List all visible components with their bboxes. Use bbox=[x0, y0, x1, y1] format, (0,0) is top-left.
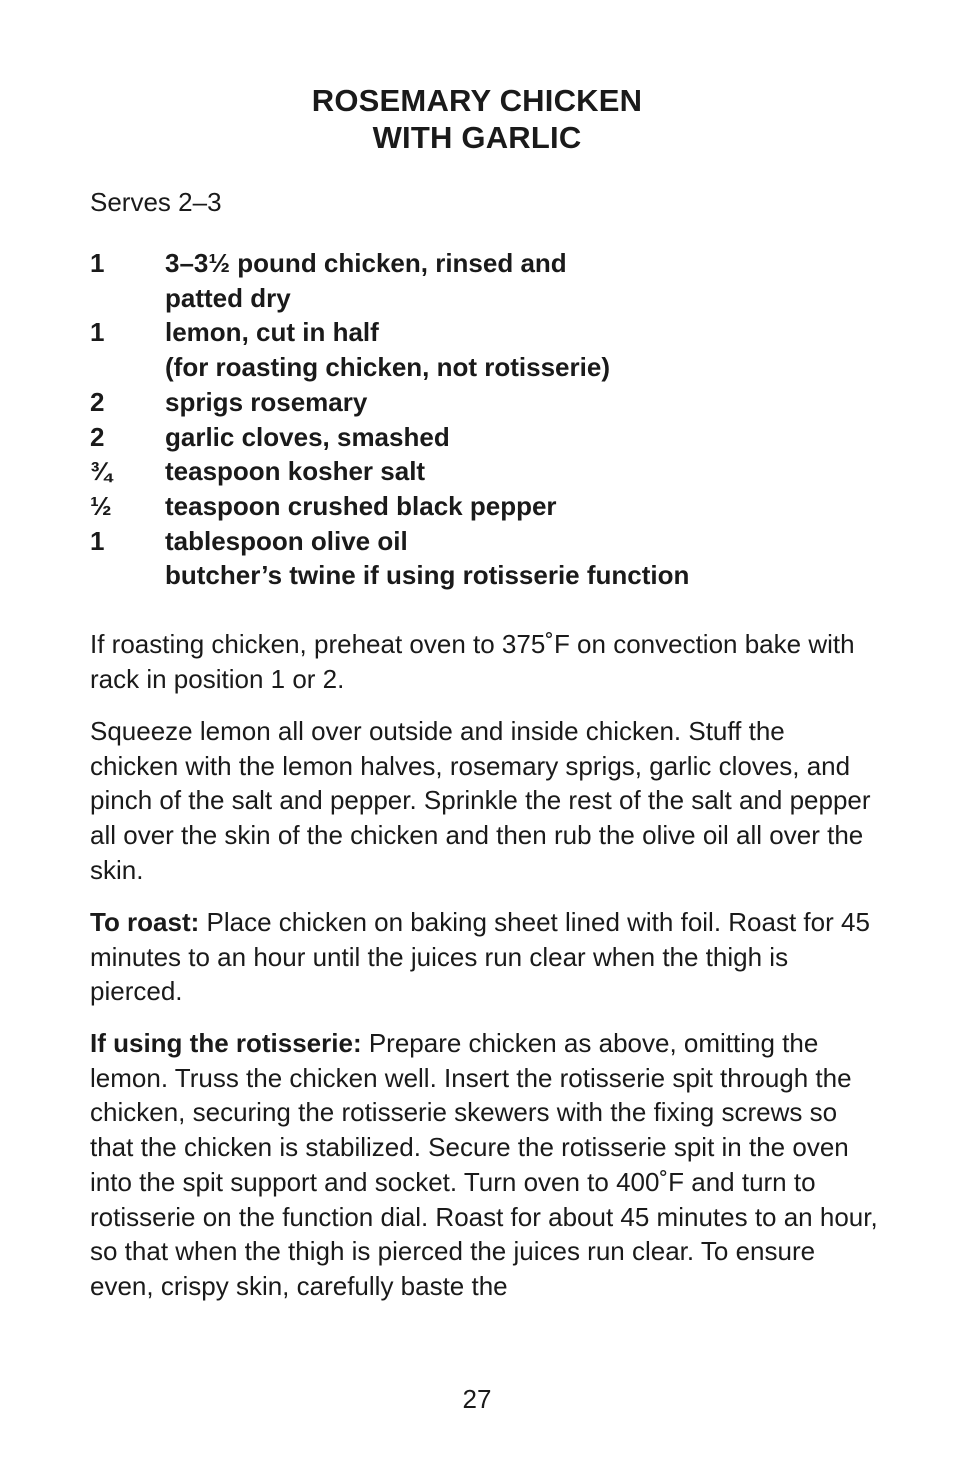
instruction-text: Prepare chicken as above, omitting the lemon. Truss the chicken well. Insert the rotisserie spit through the chicken, securing the rotisserie skewers with the fixing screws so that the chicken is stabilized. Secure the rotisserie spit in the oven into the spit support and socket. Turn oven to 400˚F and turn to rotisserie on the function dial. Roast for about 45 minutes to an hour, so that when the thigh is pierced the juices run clear. To ensure even, crispy skin, carefully baste the bbox=[90, 1028, 878, 1301]
ingredient-description bbox=[165, 420, 890, 455]
instruction-text: If roasting chicken, preheat oven to 375˚F on convection bake with rack in position 1 or 2. bbox=[90, 629, 855, 694]
ingredient-line: teaspoon crushed black pepper bbox=[165, 490, 557, 521]
ingredient-item bbox=[90, 489, 890, 524]
ingredient-description bbox=[165, 385, 890, 420]
instruction-lead: To roast: bbox=[90, 907, 200, 937]
instruction-prepare bbox=[90, 714, 880, 888]
instruction-lead: If using the rotisserie: bbox=[90, 1028, 362, 1058]
instruction-rotisserie bbox=[90, 1026, 880, 1304]
ingredient-item bbox=[90, 385, 890, 420]
ingredient-description bbox=[165, 524, 890, 593]
ingredient-line: butcher’s twine if using rotisserie function bbox=[165, 560, 690, 591]
instruction-roast bbox=[90, 905, 880, 1009]
recipe-title-line-2: WITH GARLIC bbox=[372, 120, 582, 155]
ingredient-line: (for roasting chicken, not rotisserie) bbox=[165, 352, 610, 383]
ingredient-item bbox=[90, 246, 890, 315]
ingredient-item bbox=[90, 454, 890, 489]
ingredient-description bbox=[165, 489, 890, 524]
ingredient-description bbox=[165, 315, 890, 384]
ingredient-line: teaspoon kosher salt bbox=[165, 456, 426, 487]
ingredient-item bbox=[90, 524, 890, 593]
recipe-title-line-1: ROSEMARY CHICKEN bbox=[311, 83, 643, 118]
serves-label: Serves 2–3 bbox=[90, 187, 222, 217]
recipe-title bbox=[0, 82, 954, 156]
instruction-preheat bbox=[90, 627, 880, 696]
page-number: 27 bbox=[462, 1384, 492, 1414]
ingredient-item bbox=[90, 420, 890, 455]
ingredient-line: lemon, cut in half bbox=[165, 317, 379, 348]
ingredient-line: 3–3½ pound chicken, rinsed and bbox=[165, 248, 567, 278]
ingredient-item bbox=[90, 315, 890, 384]
ingredient-quantity: 1 bbox=[90, 248, 105, 278]
ingredient-list bbox=[90, 246, 890, 593]
ingredient-quantity: ½ bbox=[90, 490, 112, 521]
ingredient-quantity: 1 bbox=[90, 317, 105, 348]
ingredient-line: sprigs rosemary bbox=[165, 386, 368, 417]
instruction-text: Place chicken on baking sheet lined with foil. Roast for 45 minutes to an hour until the juices run clear when the thigh is pierced. bbox=[90, 907, 870, 1007]
instruction-text: Squeeze lemon all over outside and inside chicken. Stuff the chicken with the lemon halves, rosemary sprigs, garlic cloves, and pinch of the salt and pepper. Sprinkle the rest of the salt and pepper all over the skin of the chicken and then rub the olive oil all over the skin. bbox=[90, 716, 871, 885]
ingredient-quantity: 2 bbox=[90, 386, 105, 417]
ingredient-description bbox=[165, 454, 890, 489]
ingredient-quantity: 1 bbox=[90, 525, 105, 556]
ingredient-line: tablespoon olive oil bbox=[165, 525, 408, 556]
ingredient-line: patted dry bbox=[165, 282, 291, 313]
ingredient-description bbox=[165, 246, 890, 315]
ingredient-quantity: 2 bbox=[90, 421, 105, 452]
ingredient-line: garlic cloves, smashed bbox=[165, 421, 450, 452]
ingredient-quantity: ¾ bbox=[90, 456, 112, 487]
